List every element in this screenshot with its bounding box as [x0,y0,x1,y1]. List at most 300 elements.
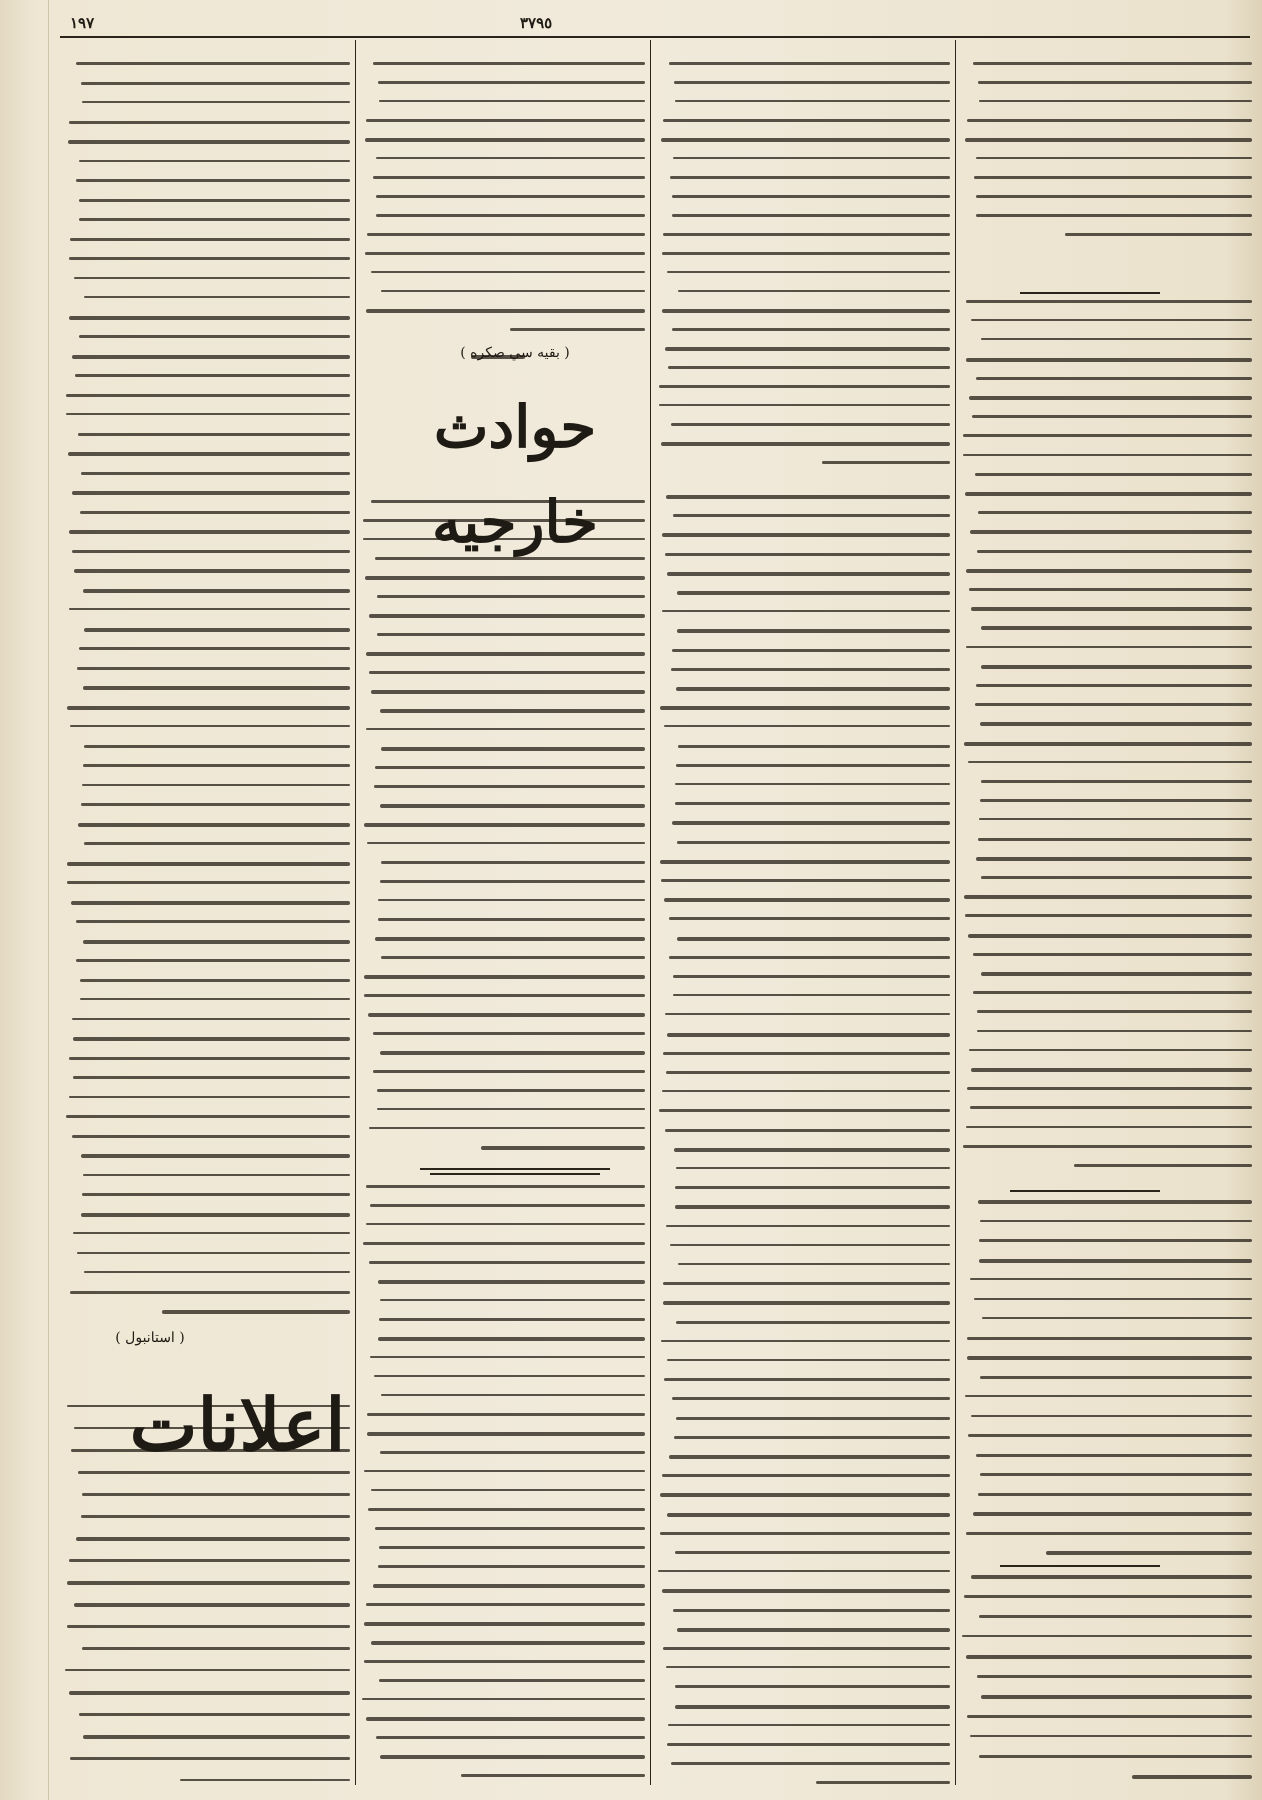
text-line [979,1615,1252,1618]
text-line [67,1625,350,1628]
text-line [83,1735,350,1739]
text-line [981,876,1252,879]
text-line [380,1051,645,1055]
text-line [371,690,645,694]
text-line [977,1675,1252,1678]
text-line [976,214,1252,217]
text-line [83,764,350,767]
text-line [974,176,1252,179]
text-line [65,1669,350,1671]
text-line [963,434,1252,437]
text-line [979,1259,1252,1263]
text-line [661,442,950,446]
text-line [82,1193,350,1196]
text-line [76,959,350,962]
text-line [72,1135,350,1138]
text-line [376,157,645,159]
text-line [69,1559,350,1562]
text-line [670,176,950,179]
text-line [665,347,950,351]
text-line [77,667,350,670]
text-line [368,1013,645,1017]
text-line [380,880,645,883]
text-line [68,452,350,456]
text-line [667,1359,950,1361]
text-line [673,157,951,159]
text-line [973,1512,1252,1516]
text-line [373,1584,645,1588]
text-line [672,214,950,217]
text-line [81,1154,350,1158]
text-line [380,1755,645,1759]
text-line [369,671,645,674]
text-line [976,157,1252,159]
text-line [510,328,645,331]
text-line [73,1037,350,1041]
text-line [67,862,350,866]
text-line [667,271,950,273]
text-line [72,355,350,359]
text-line [82,101,350,103]
text-line [964,742,1252,746]
text-line [376,214,645,217]
text-line [67,706,350,710]
text-line [369,1261,645,1264]
text-line [969,1049,1252,1051]
text-line [967,1715,1252,1718]
text-line [677,937,950,941]
text-line [369,614,645,618]
section-divider [1000,1565,1160,1567]
text-line [670,1244,950,1246]
text-line [669,956,950,959]
text-line [381,1394,645,1396]
text-line [662,1589,950,1593]
text-line [82,1647,350,1650]
text-line [966,1655,1252,1659]
text-line [816,1781,950,1784]
text-line [672,328,950,331]
text-line [74,277,350,279]
text-line [678,745,950,748]
issue-number: ٣٧٩٥ [520,14,553,32]
text-line [373,62,645,65]
text-line [81,1515,350,1518]
text-line [378,1337,645,1341]
text-line [669,1455,950,1459]
text-line [660,1493,950,1497]
text-line [965,1395,1253,1397]
text-line [72,550,350,553]
text-line [374,1375,645,1377]
text-line [1046,1551,1252,1555]
text-line [976,195,1252,198]
text-line [975,473,1252,476]
text-line [659,1109,950,1112]
text-line [975,703,1252,706]
text-line [982,1317,1252,1319]
text-line [677,629,950,633]
text-line [378,1280,645,1284]
text-line [663,1301,950,1305]
text-line [83,940,350,944]
text-line [980,799,1252,802]
text-line [667,1743,950,1746]
text-line [964,1595,1252,1598]
text-line [971,319,1252,321]
section-divider [420,1168,610,1170]
text-line [966,1126,1252,1128]
text-line [968,934,1252,938]
text-line [366,309,645,313]
text-line [378,918,645,921]
text-line [968,761,1252,763]
text-line [461,1774,645,1777]
text-line [371,271,645,273]
text-line [379,1679,645,1682]
text-line [965,914,1252,917]
text-line [69,1096,350,1098]
text-line [365,576,645,580]
text-line [364,1622,645,1626]
text-line [675,1705,950,1709]
text-line [82,784,351,786]
text-line [676,687,950,691]
text-line [365,138,645,142]
text-line [82,1493,350,1496]
text-line [379,1546,645,1549]
advertisements-heading: اعلانات [129,1382,346,1467]
text-line [69,530,350,534]
text-line [674,1436,950,1439]
text-line [967,1356,1252,1360]
text-line [76,920,350,923]
text-line [971,1068,1252,1072]
text-line [663,233,950,236]
text-line [70,238,350,241]
text-line [72,1018,350,1020]
text-line [364,975,645,979]
text-line [966,569,1252,573]
text-line [364,1660,645,1663]
text-line [79,335,350,338]
text-line [981,1695,1252,1699]
text-line [979,1239,1252,1242]
text-line [969,396,1252,400]
text-line [671,668,950,671]
text-line [963,454,1252,456]
text-line [665,1129,950,1132]
column-4 [962,40,1252,1785]
text-line [979,1755,1252,1758]
text-line [673,994,950,996]
text-line [75,374,350,377]
text-line [663,1647,950,1650]
text-line [978,81,1252,84]
text-line [71,901,350,905]
page-header [60,8,1250,38]
text-line [83,1174,350,1176]
text-line [367,842,645,844]
text-line [73,1232,350,1234]
text-line [375,937,645,941]
text-line [66,1115,350,1118]
text-line [666,1071,950,1074]
text-line [677,841,950,844]
text-line [979,818,1252,820]
text-line [365,252,645,255]
text-line [980,1220,1252,1222]
text-line [83,589,350,593]
text-line [79,218,350,221]
text-line [370,1356,645,1358]
text-line [364,823,645,827]
text-line [662,252,950,255]
text-line [1074,1164,1252,1167]
text-line [69,257,350,260]
text-line [963,1145,1252,1148]
text-line [970,1106,1252,1109]
text-line [662,1090,950,1092]
text-line [669,62,950,65]
text-line [366,652,645,656]
text-line [970,530,1252,534]
text-line [660,706,950,710]
text-line [967,1087,1253,1090]
istanbul-caption: ( استانبول ) [115,1330,185,1346]
text-line [72,491,350,495]
text-line [664,725,950,727]
text-line [668,1724,950,1726]
text-line [672,195,950,198]
text-line [367,233,645,236]
text-line [364,1470,645,1472]
column-3 [658,40,950,1785]
text-line [81,82,350,85]
text-line [968,1434,1252,1437]
text-line [981,626,1252,630]
text-line [81,1213,350,1217]
text-line [377,1108,645,1110]
text-line [663,1282,950,1285]
text-line [376,195,645,198]
text-line [678,290,950,292]
text-line [971,1415,1252,1417]
text-line [675,1186,950,1189]
text-line [659,385,950,388]
text-line [661,1340,950,1342]
text-line [979,100,1252,102]
text-line [677,591,950,595]
text-line [977,1030,1252,1032]
text-line [981,665,1252,669]
text-line [70,1291,350,1294]
text-line [378,1565,645,1568]
text-line [84,842,350,845]
text-line [373,1070,645,1073]
text-line [380,804,645,808]
text-line [79,647,350,650]
text-line [77,1252,350,1254]
text-line [965,138,1252,142]
text-line [366,1223,645,1225]
text-line [658,1570,950,1572]
text-line [663,1052,950,1055]
column-rule [650,40,651,1785]
text-line [66,394,350,397]
text-line [69,1691,350,1695]
text-line [366,728,645,730]
text-line [81,803,350,806]
text-line [671,423,950,426]
text-line [672,821,950,825]
text-line [660,860,950,864]
text-line [664,1378,950,1381]
text-line [675,1205,950,1209]
text-line [976,377,1252,380]
text-line [678,1263,950,1265]
text-line [380,1299,645,1301]
column-rule [955,40,956,1785]
text-line [966,300,1252,303]
text-line [671,1762,950,1765]
text-line [374,785,645,788]
text-line [79,1713,350,1716]
text-line [978,1200,1252,1204]
text-line [377,633,645,636]
text-line [481,1146,645,1150]
text-line [675,100,950,102]
text-line [977,550,1252,553]
text-line [366,1603,645,1606]
text-line [378,899,645,901]
text-line [969,588,1252,591]
text-line [976,857,1252,861]
text-line [74,569,350,573]
text-line [67,1581,350,1585]
text-line [366,1717,645,1721]
text-line [659,404,950,406]
text-line [674,1148,950,1152]
text-line [379,1318,645,1321]
text-line [981,972,1252,976]
text-line [675,783,950,785]
text-line [371,1489,645,1491]
text-line [367,1432,645,1436]
text-line [970,1278,1252,1280]
text-line [667,1033,950,1037]
text-line [79,160,350,162]
text-line [76,62,350,65]
text-line [370,1204,645,1207]
text-line [363,1242,645,1245]
text-line [673,514,950,517]
text-line [373,176,645,179]
text-line [80,998,350,1000]
section-divider [1020,292,1160,294]
text-line [978,1493,1252,1496]
text-line [967,119,1252,122]
text-line [84,296,350,298]
text-line [73,1076,350,1079]
text-line [676,1167,950,1169]
text-line [74,1603,350,1607]
text-line [672,649,950,652]
text-line [68,140,350,144]
text-line [980,1473,1252,1476]
text-line [668,366,950,369]
text-line [662,1474,950,1477]
text-line [378,81,645,84]
text-line [665,553,950,556]
text-line [664,898,950,902]
text-line [976,1454,1253,1457]
text-line [662,533,950,537]
text-line [675,1551,950,1554]
text-line [367,1413,645,1416]
text-line [180,1779,350,1781]
text-line [381,861,645,864]
text-line [669,917,950,920]
section-divider [1010,1190,1160,1192]
text-line [67,881,350,884]
text-line [78,823,350,827]
text-line [379,100,645,102]
text-line [974,1298,1252,1300]
text-line [366,1185,645,1188]
text-line [81,472,350,475]
text-line [965,492,1252,496]
text-line [69,608,350,610]
text-line [971,1575,1252,1579]
text-line [971,607,1252,611]
text-line [80,979,350,982]
text-line [83,686,350,690]
text-line [672,1397,950,1400]
text-line [69,1057,350,1060]
text-line [981,338,1252,340]
text-line [978,511,1252,514]
text-line [962,1635,1252,1637]
text-line [666,1666,950,1668]
text-line [373,1032,645,1035]
text-line [666,1225,950,1227]
text-line [978,838,1252,841]
text-line [362,1698,645,1700]
text-line [661,879,950,882]
text-line [368,1508,645,1511]
text-line [966,646,1252,648]
text-line [369,1127,645,1129]
text-line [381,290,645,292]
text-line [673,975,950,978]
text-line [371,1641,645,1645]
continued-caption: ( بقيه سي صكره ) [460,345,570,361]
text-line [667,572,950,576]
text-line [980,1376,1252,1379]
text-line [676,764,950,767]
column-2 [362,40,645,1785]
text-line [76,179,350,182]
text-line [665,1013,950,1015]
text-line [366,119,645,122]
page-binding-margin [0,0,49,1800]
text-line [381,956,645,959]
text-line [676,1417,950,1420]
text-line [675,802,950,805]
text-line [667,1513,950,1517]
text-line [80,511,350,514]
